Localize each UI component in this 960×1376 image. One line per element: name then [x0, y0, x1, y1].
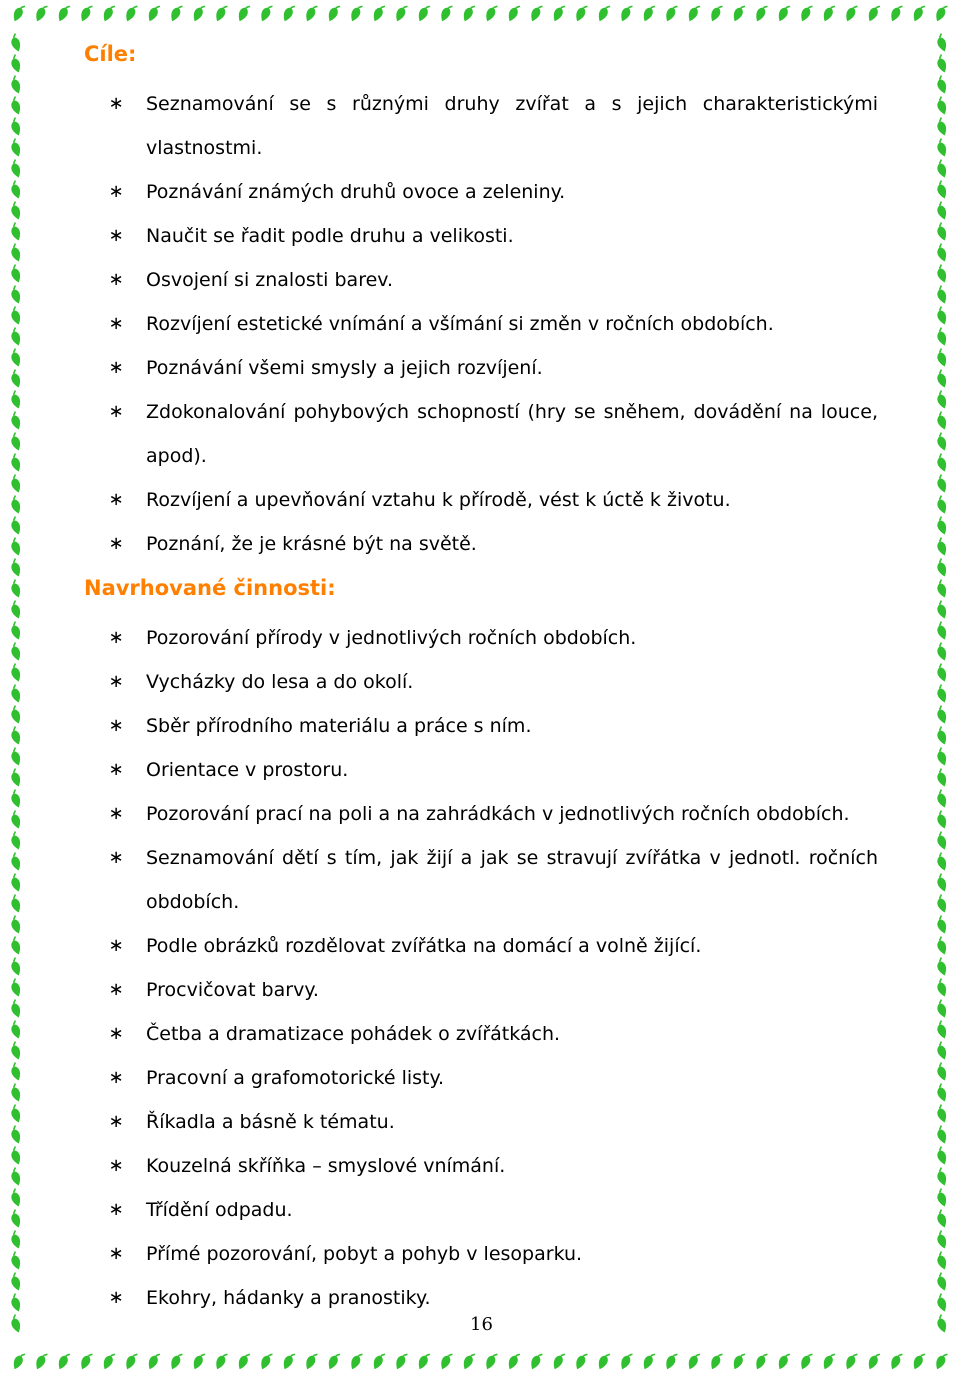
page-number: 16 — [470, 1314, 493, 1335]
goals-item-text: Poznání, že je krásné být na světě. — [146, 533, 477, 555]
goals-heading: Cíle: — [84, 42, 137, 66]
activities-item-text: Seznamování dětí s tím, jak žijí a jak se stravují zvířátka v jednotl. ročních obdobích. — [146, 847, 878, 913]
goals-item-text: Rozvíjení a upevňování vztahu k přírodě, vést k úctě k životu. — [146, 489, 731, 511]
bullet-asterisk-icon: ∗ — [108, 1243, 124, 1264]
activities-item-text: Pracovní a grafomotorické listy. — [146, 1067, 445, 1089]
activities-list-item — [108, 836, 878, 924]
bullet-asterisk-icon: ∗ — [108, 935, 124, 956]
goals-list-item — [108, 82, 878, 170]
bullet-asterisk-icon: ∗ — [108, 489, 124, 510]
goals-item-text: Poznávání všemi smysly a jejich rozvíjení. — [146, 357, 543, 379]
bullet-asterisk-icon: ∗ — [108, 93, 124, 114]
bullet-asterisk-icon: ∗ — [108, 225, 124, 246]
goals-item-text: Poznávání známých druhů ovoce a zeleniny. — [146, 181, 566, 203]
goals-list-item — [108, 346, 878, 390]
activities-list-item — [108, 1056, 878, 1100]
bullet-asterisk-icon: ∗ — [108, 759, 124, 780]
bullet-asterisk-icon: ∗ — [108, 401, 124, 422]
activities-list-item — [108, 1100, 878, 1144]
activities-list-item — [108, 1276, 878, 1320]
goals-list-item — [108, 522, 878, 566]
bullet-asterisk-icon: ∗ — [108, 847, 124, 868]
goals-list-item — [108, 390, 878, 478]
activities-list-item — [108, 1012, 878, 1056]
bullet-asterisk-icon: ∗ — [108, 181, 124, 202]
goals-list-item — [108, 214, 878, 258]
goals-item-text: Osvojení si znalosti barev. — [146, 269, 394, 291]
bullet-asterisk-icon: ∗ — [108, 1199, 124, 1220]
activities-item-text: Třídění odpadu. — [146, 1199, 293, 1221]
activities-item-text: Podle obrázků rozdělovat zvířátka na domácí a volně žijící. — [146, 935, 702, 957]
activities-item-text: Pozorování prací na poli a na zahrádkách v jednotlivých ročních obdobích. — [146, 803, 850, 825]
activities-item-text: Orientace v prostoru. — [146, 759, 349, 781]
activities-item-text: Kouzelná skříňka – smyslové vnímání. — [146, 1155, 506, 1177]
activities-list-item — [108, 968, 878, 1012]
goals-list-item — [108, 258, 878, 302]
bullet-asterisk-icon: ∗ — [108, 269, 124, 290]
goals-item-text: Rozvíjení estetické vnímání a všímání si změn v ročních obdobích. — [146, 313, 774, 335]
activities-list-item — [108, 660, 878, 704]
activities-list-item — [108, 616, 878, 660]
activities-list-item — [108, 1144, 878, 1188]
bullet-asterisk-icon: ∗ — [108, 357, 124, 378]
bullet-asterisk-icon: ∗ — [108, 627, 124, 648]
bullet-asterisk-icon: ∗ — [108, 1067, 124, 1088]
bullet-asterisk-icon: ∗ — [108, 1287, 124, 1308]
activities-heading: Navrhované činnosti: — [84, 576, 336, 600]
goals-list-item — [108, 302, 878, 346]
bullet-asterisk-icon: ∗ — [108, 979, 124, 1000]
bullet-asterisk-icon: ∗ — [108, 533, 124, 554]
bullet-asterisk-icon: ∗ — [108, 1111, 124, 1132]
activities-list-item — [108, 792, 878, 836]
activities-item-text: Vycházky do lesa a do okolí. — [146, 671, 414, 693]
bullet-asterisk-icon: ∗ — [108, 1023, 124, 1044]
activities-item-text: Říkadla a básně k tématu. — [146, 1111, 395, 1133]
bullet-asterisk-icon: ∗ — [108, 803, 124, 824]
goals-item-text: Zdokonalování pohybových schopností (hry se sněhem, dovádění na louce, apod). — [146, 401, 878, 467]
bullet-asterisk-icon: ∗ — [108, 671, 124, 692]
goals-item-text: Naučit se řadit podle druhu a velikosti. — [146, 225, 514, 247]
goals-list-item — [108, 170, 878, 214]
goals-list-item — [108, 478, 878, 522]
bullet-asterisk-icon: ∗ — [108, 1155, 124, 1176]
activities-item-text: Procvičovat barvy. — [146, 979, 319, 1001]
activities-item-text: Přímé pozorování, pobyt a pohyb v lesoparku. — [146, 1243, 583, 1265]
activities-list-item — [108, 1188, 878, 1232]
activities-list-item — [108, 748, 878, 792]
bullet-asterisk-icon: ∗ — [108, 715, 124, 736]
goals-item-text: Seznamování se s různými druhy zvířat a s jejich charakteristickými vlastnostmi. — [146, 93, 878, 159]
activities-item-text: Sběr přírodního materiálu a práce s ním. — [146, 715, 532, 737]
activities-list-item — [108, 704, 878, 748]
activities-item-text: Pozorování přírody v jednotlivých ročních obdobích. — [146, 627, 637, 649]
activities-item-text: Četba a dramatizace pohádek o zvířátkách. — [146, 1023, 561, 1045]
activities-list-item — [108, 924, 878, 968]
activities-list-item — [108, 1232, 878, 1276]
bullet-asterisk-icon: ∗ — [108, 313, 124, 334]
activities-item-text: Ekohry, hádanky a pranostiky. — [146, 1287, 431, 1309]
